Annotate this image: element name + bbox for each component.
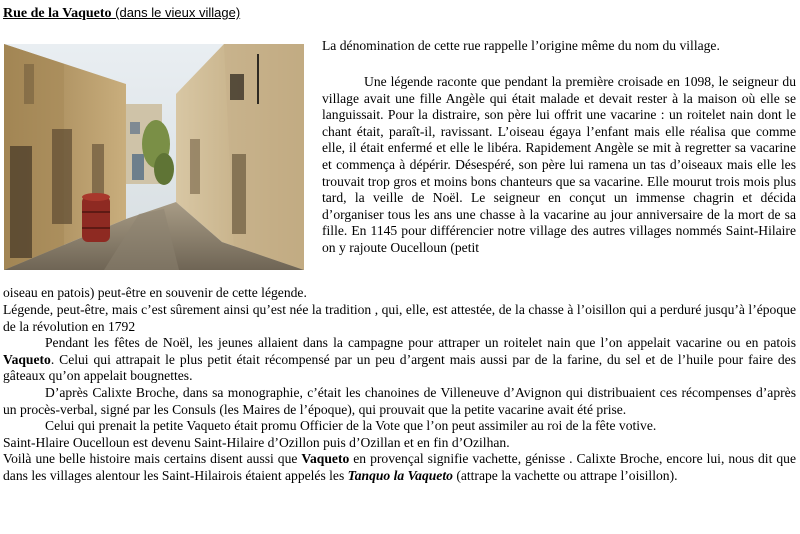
officier-paragraph: Celui qui prenait la petite Vaqueto était promu Officier de la Vote que l’on peut assimiler au roi de la fête votive. — [45, 418, 657, 434]
article-body — [3, 302, 796, 485]
title-location: (dans le vieux village) — [111, 5, 241, 20]
final-keyword: Vaqueto — [301, 451, 350, 467]
barrel-icon — [82, 193, 110, 242]
broche-paragraph: D’après Calixte Broche, dans sa monographie, c’était les chanoines de Villeneuve d’Avignon qui distribuaient ces récompenses d’après un procès-verbal, signé par les Consuls (les Maires de l’époque), qui prouvait que la petite vacarine avait été prise. — [3, 384, 796, 417]
legend-paragraph: Une légende raconte que pendant la première croisade en 1098, le seigneur du village avait une fille Angèle qui était malade et devait rester à la maison où elle se languissait. Pour la distraire, son père lui offrit une vacarine : un roitelet nain dont le chant était, paraît-il, ravissant. L’oiseau égaya l’enfant mais elle réalisa que comme elle, il était enfermé et elle le libéra. Rapidement Angèle se mit à regretter sa vacarine et commença à dépérir. Désespéré, son père lui ramena un tas d’oiseaux mais elle les trouvait trop gros et moins bons chanteurs que sa vacarine. Elle mourut trois mois plus tard, la veille de Noël. Le seigneur en conçut un immense chagrin et décida d’organiser tous les ans une chasse à la vacarine au jour anniversaire de la mort de sa fille. En 1145 pour différencier notre village des autres villages nommés Saint-Hilaire on y rajoute Oucelloun (petit — [322, 74, 796, 255]
noel-paragraph — [3, 335, 796, 385]
final-paragraph — [3, 451, 796, 484]
street-photo-illustration — [4, 44, 304, 270]
legend-paragraph-block — [322, 74, 796, 257]
final-text-before: Voilà une belle histoire mais certains disent aussi que — [3, 451, 302, 467]
tradition-paragraph: Légende, peut-être, mais c’est sûrement ainsi qu’est née la tradition , qui, elle, est attestée, de la chasse à l’oisillon qui a perduré jusqu’à l’époque de la révolution en 1792 — [3, 302, 796, 334]
final-text-middle: en provençal signifie vachette, génisse . Calixte Broche, encore lui, nous dit que dans les villages alentour les Saint-Hilairois étaient appelés les — [3, 451, 796, 483]
noel-keyword: Vaqueto — [3, 351, 51, 367]
village-name-paragraph: Saint-Hlaire Oucelloun est devenu Saint-Hilaire d’Ozillon puis d’Ozillan et en fin d’Ozilhan. — [3, 434, 510, 450]
page-title — [3, 5, 240, 23]
street-photo — [4, 44, 304, 270]
intro-sentence: La dénomination de cette rue rappelle l’origine même du nom du village. — [322, 38, 720, 53]
noel-text-before: Pendant les fêtes de Noël, les jeunes allaient dans la campagne pour attraper un roitelet nain que l’on appelait vacarine ou en patois — [45, 335, 796, 351]
legend-continuation: oiseau en patois) peut-être en souvenir de cette légende. — [3, 285, 307, 300]
noel-text-after: . Celui qui attrapait le plus petit était récompensé par un peu d’argent mais aussi par de la farine, du sel et de l’huile pour faire des gâteaux qu’on appelait bougnettes. — [3, 351, 796, 384]
final-italic-phrase: Tanquo la Vaqueto — [347, 467, 453, 483]
title-street-name: Rue de la Vaqueto — [3, 6, 112, 21]
final-text-after: (attrape la vachette ou attrape l’oisillon). — [452, 467, 678, 483]
